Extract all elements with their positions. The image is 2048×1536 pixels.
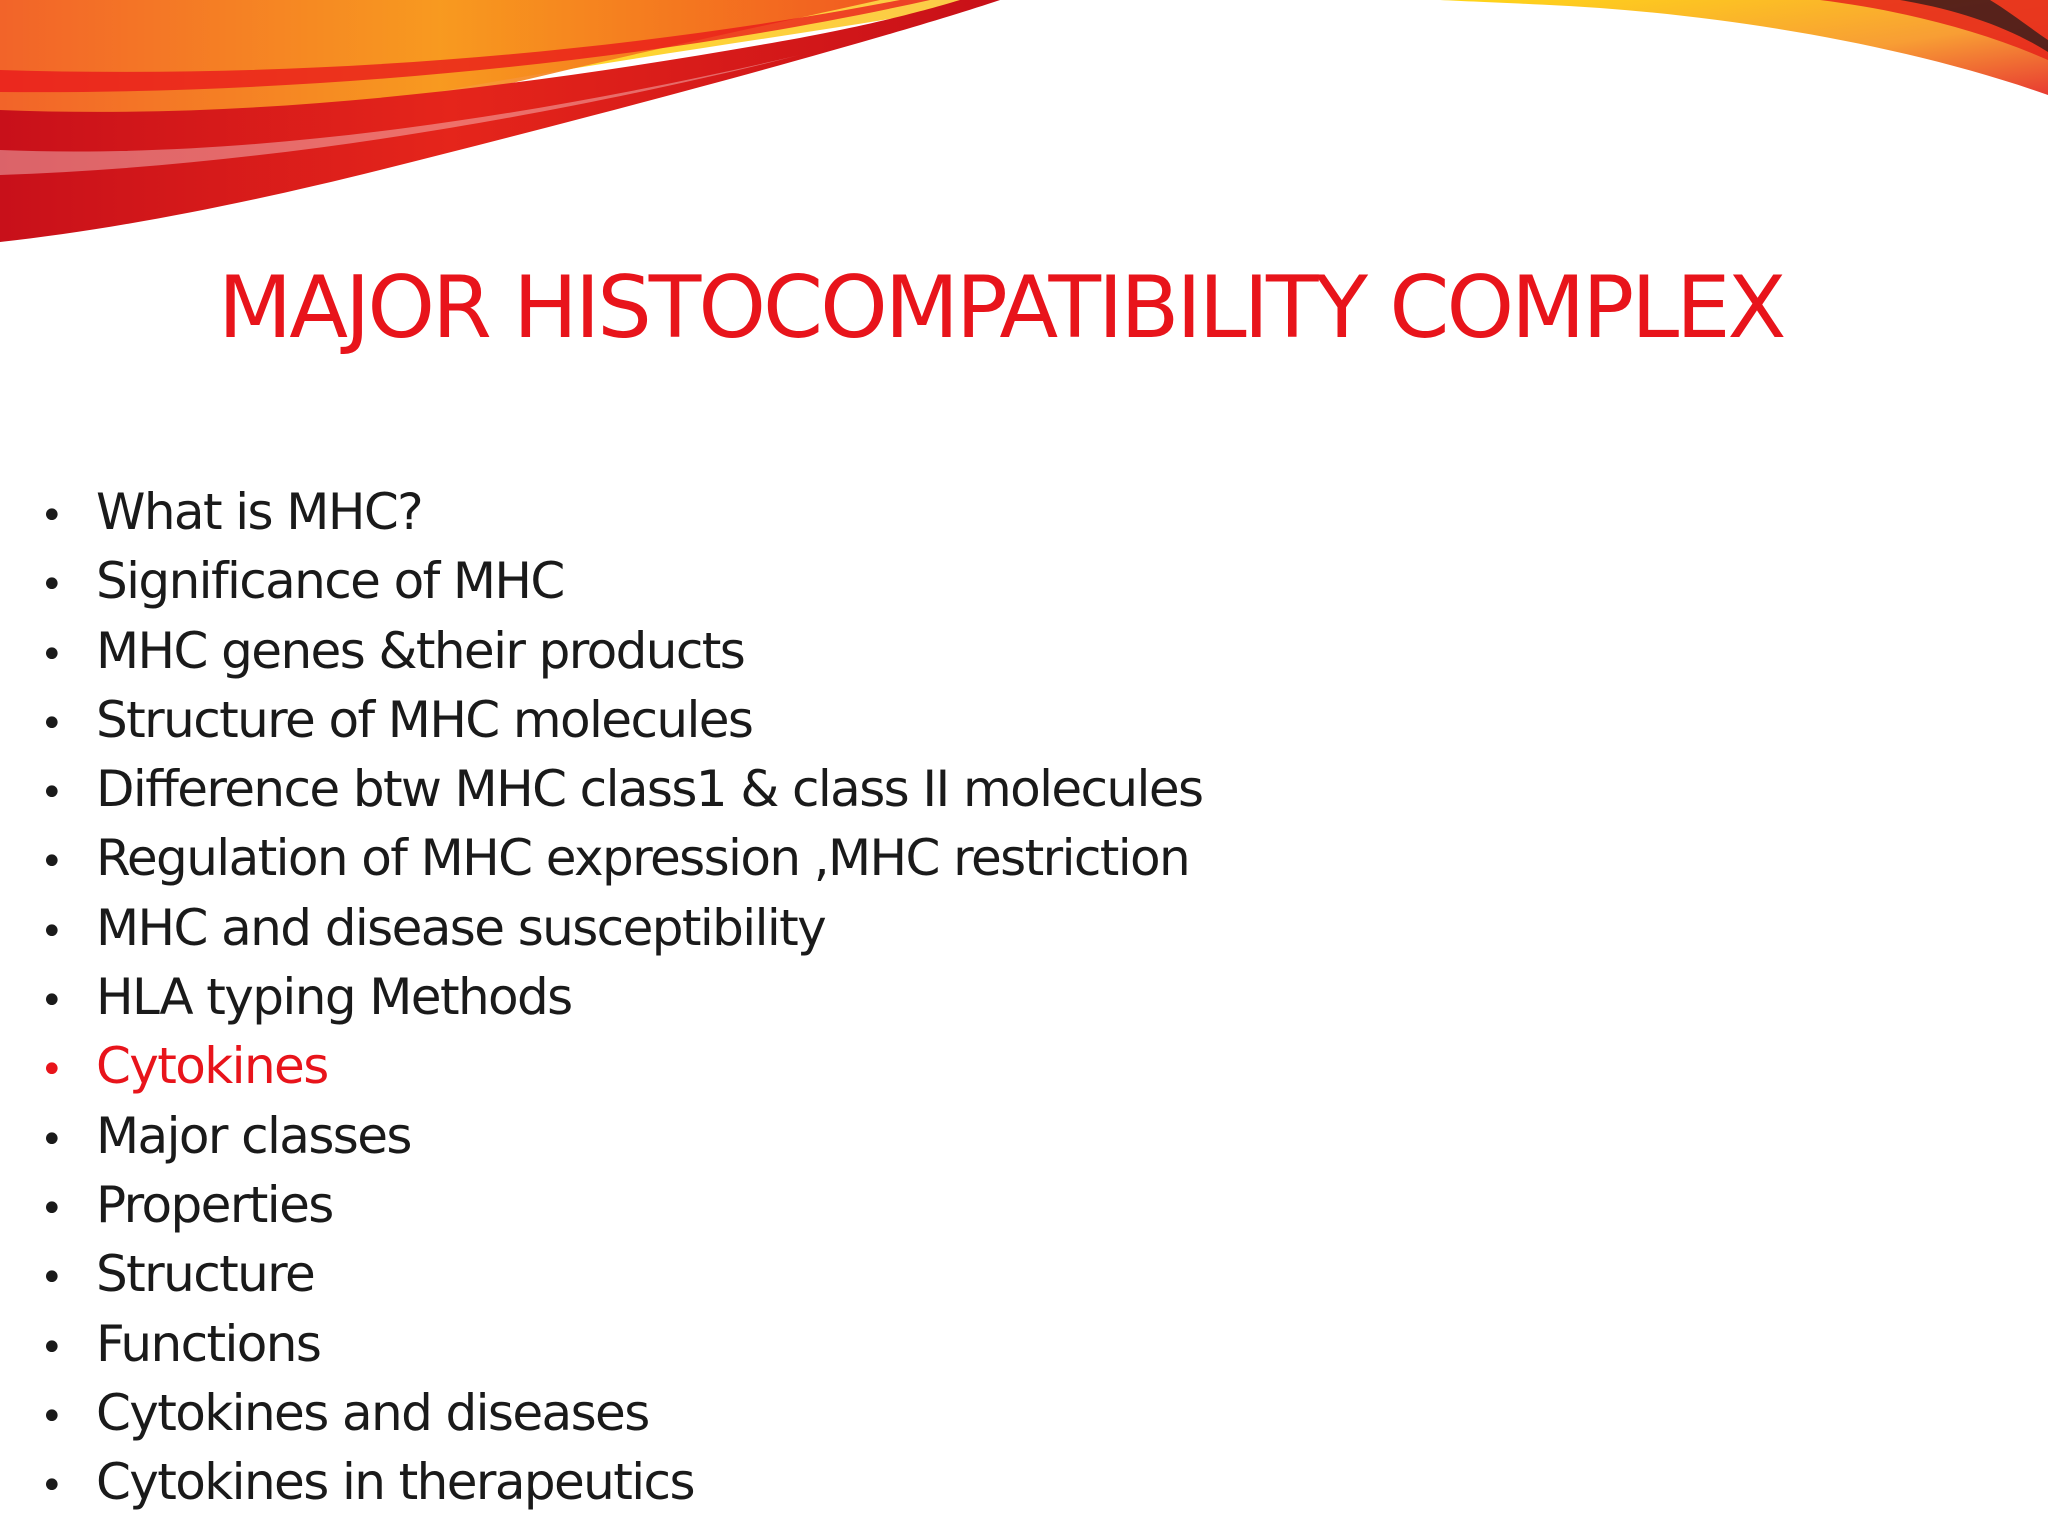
bullet-icon: • [40, 839, 64, 886]
list-item-text: Cytokines in therapeutics [96, 1453, 694, 1512]
list-item-text: Structure of MHC molecules [96, 690, 753, 749]
bullet-icon: • [40, 631, 64, 678]
bullet-icon: • [40, 1324, 64, 1371]
list-item-text: What is MHC? [96, 483, 423, 541]
bullet-list [40, 478, 1202, 1517]
list-item-text: Difference btw MHC class1 & class II molecules [96, 760, 1203, 819]
list-item [40, 1379, 1202, 1448]
list-item [40, 617, 1202, 686]
list-item-text: Cytokines [96, 1037, 328, 1096]
bullet-icon: • [40, 562, 64, 609]
list-item [40, 963, 1202, 1032]
bullet-icon: • [40, 1116, 64, 1163]
list-item-text: Functions [96, 1314, 321, 1373]
bullet-icon: • [40, 1185, 64, 1232]
list-item [40, 1102, 1202, 1171]
list-item-text: Structure [96, 1245, 315, 1304]
decorative-swoosh [0, 0, 2048, 260]
list-item-text: Cytokines and diseases [96, 1383, 649, 1442]
bullet-icon: • [40, 1393, 64, 1440]
list-item [40, 1240, 1202, 1309]
bullet-icon: • [40, 770, 64, 817]
list-item [40, 824, 1202, 893]
bullet-icon: • [40, 1463, 64, 1510]
list-item-text: MHC and disease susceptibility [96, 898, 826, 957]
list-item-text: MHC genes &their products [96, 621, 745, 680]
list-item [40, 547, 1202, 616]
bullet-icon: • [40, 493, 64, 539]
slide-title: MAJOR HISTOCOMPATIBILITY COMPLEX [218, 258, 1784, 358]
list-item-text: Properties [96, 1175, 333, 1234]
bullet-icon: • [40, 700, 64, 747]
list-item [40, 755, 1202, 824]
list-item-text: Regulation of MHC expression ,MHC restriction [96, 829, 1190, 888]
bullet-icon: • [40, 978, 64, 1025]
list-item-highlighted [40, 1032, 1202, 1101]
list-item-text: Significance of MHC [96, 552, 564, 611]
list-item [40, 1448, 1202, 1517]
list-item [40, 686, 1202, 755]
bullet-icon: • [40, 1047, 64, 1094]
list-item-text: Major classes [96, 1106, 411, 1165]
list-item [40, 478, 1202, 547]
list-item [40, 894, 1202, 963]
bullet-icon: • [40, 1255, 64, 1302]
list-item [40, 1310, 1202, 1379]
list-item-text: HLA typing Methods [96, 968, 572, 1027]
bullet-icon: • [40, 908, 64, 955]
list-item [40, 1171, 1202, 1240]
